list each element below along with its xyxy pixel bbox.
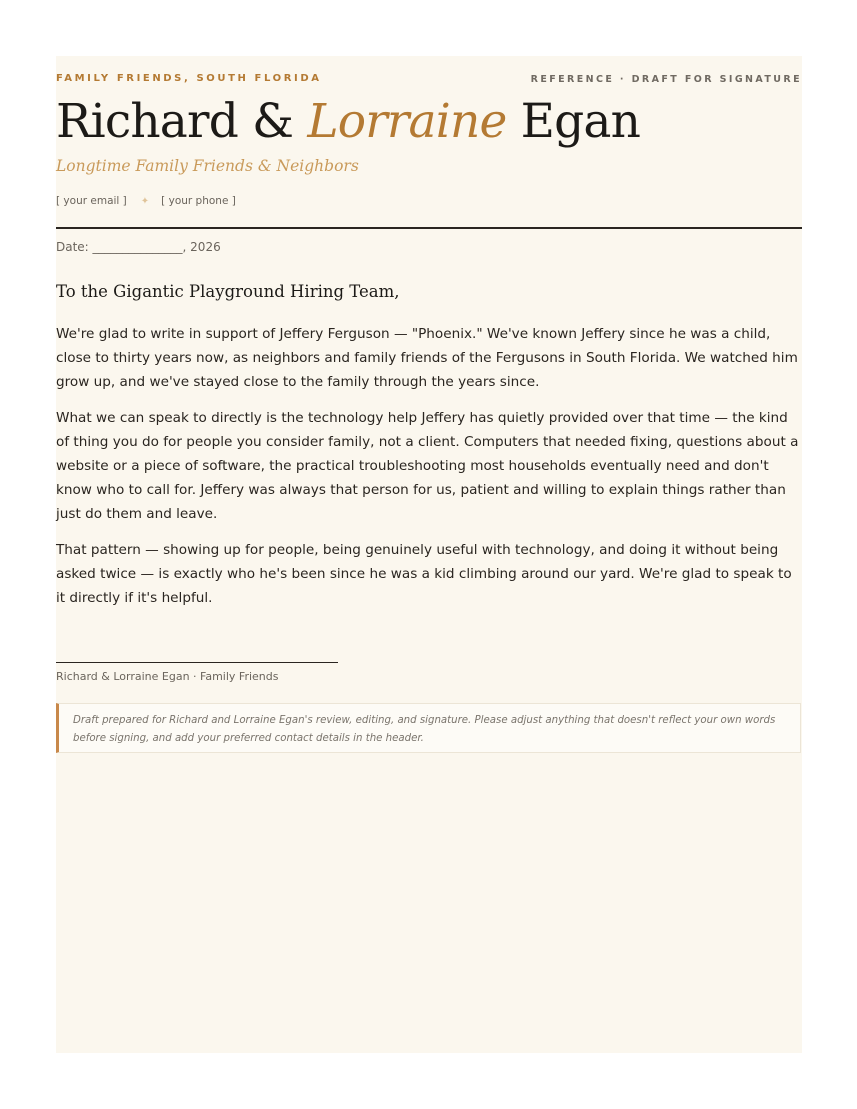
letter-paragraph: What we can speak to directly is the technology help Jeffery has quietly provided over that time — the kind of thing you do for people you consider family, not a client. Computers that needed fixing, questions about a website or a piece of software, the practical troubleshooting most households eventually need and don't know who to call for. Jeffery was always that person for us, patient and willing to explain things rather than just do them and leave. — [56, 409, 799, 523]
title-first-names: Richard & — [56, 94, 308, 149]
phone-placeholder: [ your phone ] — [161, 195, 236, 207]
letter-page — [56, 56, 802, 1053]
letter-salutation: To the Gigantic Playground Hiring Team, — [56, 282, 400, 301]
letter-paragraph: We're glad to write in support of Jeffery Ferguson — "Phoenix." We've known Jeffery since he was a child, close to thirty years now, as neighbors and family friends of the Fergusons in South Florida. We watched him grow up, and we've stayed close to the family through the years since. — [56, 326, 798, 391]
title-accent-name: Lorraine — [307, 94, 507, 149]
signature-name: Richard & Lorraine Egan · Family Friends — [56, 670, 279, 683]
header-kicker: FAMILY FRIENDS, SOUTH FLORIDA — [56, 73, 322, 84]
letter-body — [56, 322, 802, 621]
email-placeholder: [ your email ] — [56, 195, 127, 207]
contact-line — [56, 195, 236, 207]
header-divider — [56, 227, 802, 229]
header-topline — [56, 73, 802, 87]
page-title — [56, 93, 640, 151]
letter-date: Date: _______________, 2026 — [56, 240, 221, 254]
page-subtitle: Longtime Family Friends & Neighbors — [56, 157, 359, 175]
draft-note-text: Draft prepared for Richard and Lorraine Egan's review, editing, and signature. Please adjust anything that doesn't reflect your own words before signing, and add your preferred contact details in the header. — [73, 715, 776, 744]
document-status-label: REFERENCE · DRAFT FOR SIGNATURE — [530, 74, 802, 85]
signature-line — [56, 662, 338, 663]
sparkle-icon: ✦ — [140, 196, 150, 207]
draft-note — [56, 703, 801, 753]
letter-paragraph: That pattern — showing up for people, being genuinely useful with technology, and doing it without being asked twice — is exactly who he's been since he was a kid climbing around our yard. We're glad to speak to it directly if it's helpful. — [56, 541, 792, 607]
title-last-name: Egan — [506, 94, 641, 149]
